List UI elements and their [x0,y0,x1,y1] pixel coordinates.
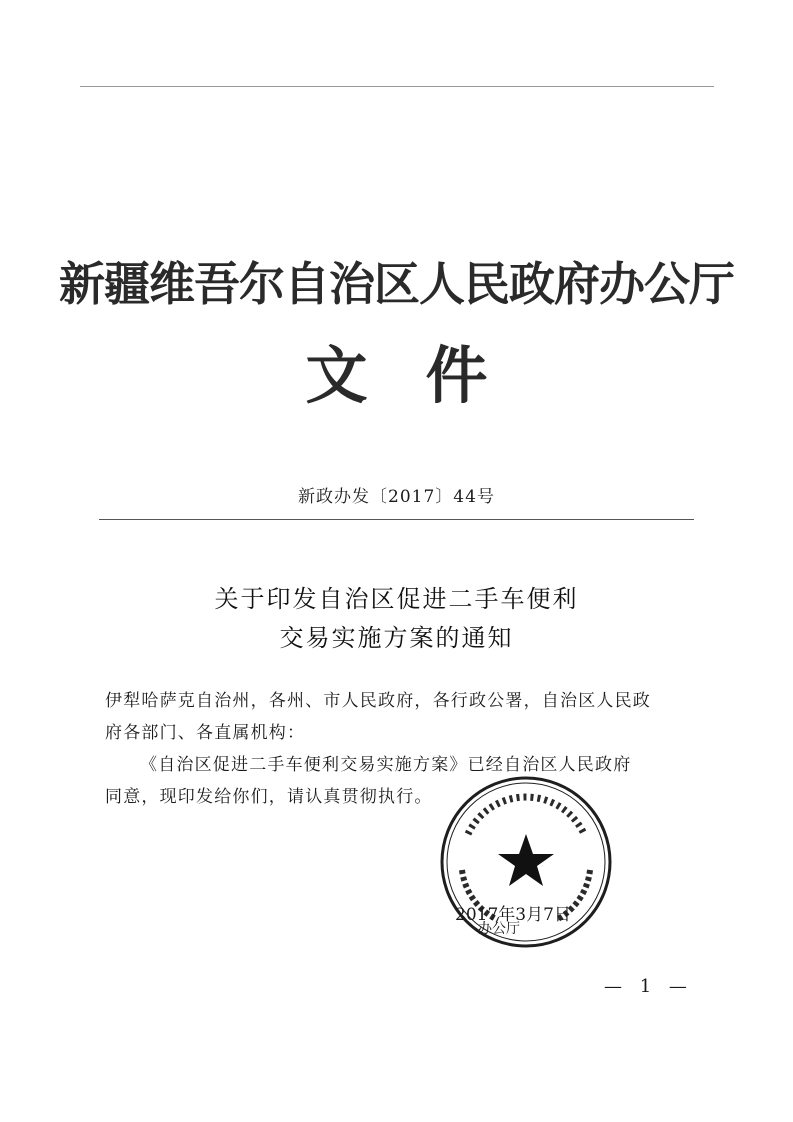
document-number: 新政办发〔2017〕44号 [298,487,495,507]
page-number: — 1 — [604,976,693,997]
issue-date: 2017年3月7日 [455,905,571,925]
document-label: 文件 [305,339,546,412]
addressee-line-1: 伊犁哈萨克自治州，各州、市人民政府，各行政公署，自治区人民政 [105,691,651,711]
addressee-line-2: 府各部门、各直属机构： [105,723,306,743]
issuing-office: 办公厅 [478,921,520,937]
content-line-1: 《自治区促进二手车便利交易实施方案》已经自治区人民政府 [140,755,632,775]
notice-title-line-1: 关于印发自治区促进二手车便利 [214,585,579,613]
issuing-authority: 新疆维吾尔自治区人民政府办公厅 [59,257,734,311]
notice-title-line-2: 交易实施方案的通知 [279,624,514,652]
content-line-2: 同意，现印发给你们，请认真贯彻执行。 [105,787,433,807]
separator-rule [99,519,694,520]
top-rule [80,86,714,87]
